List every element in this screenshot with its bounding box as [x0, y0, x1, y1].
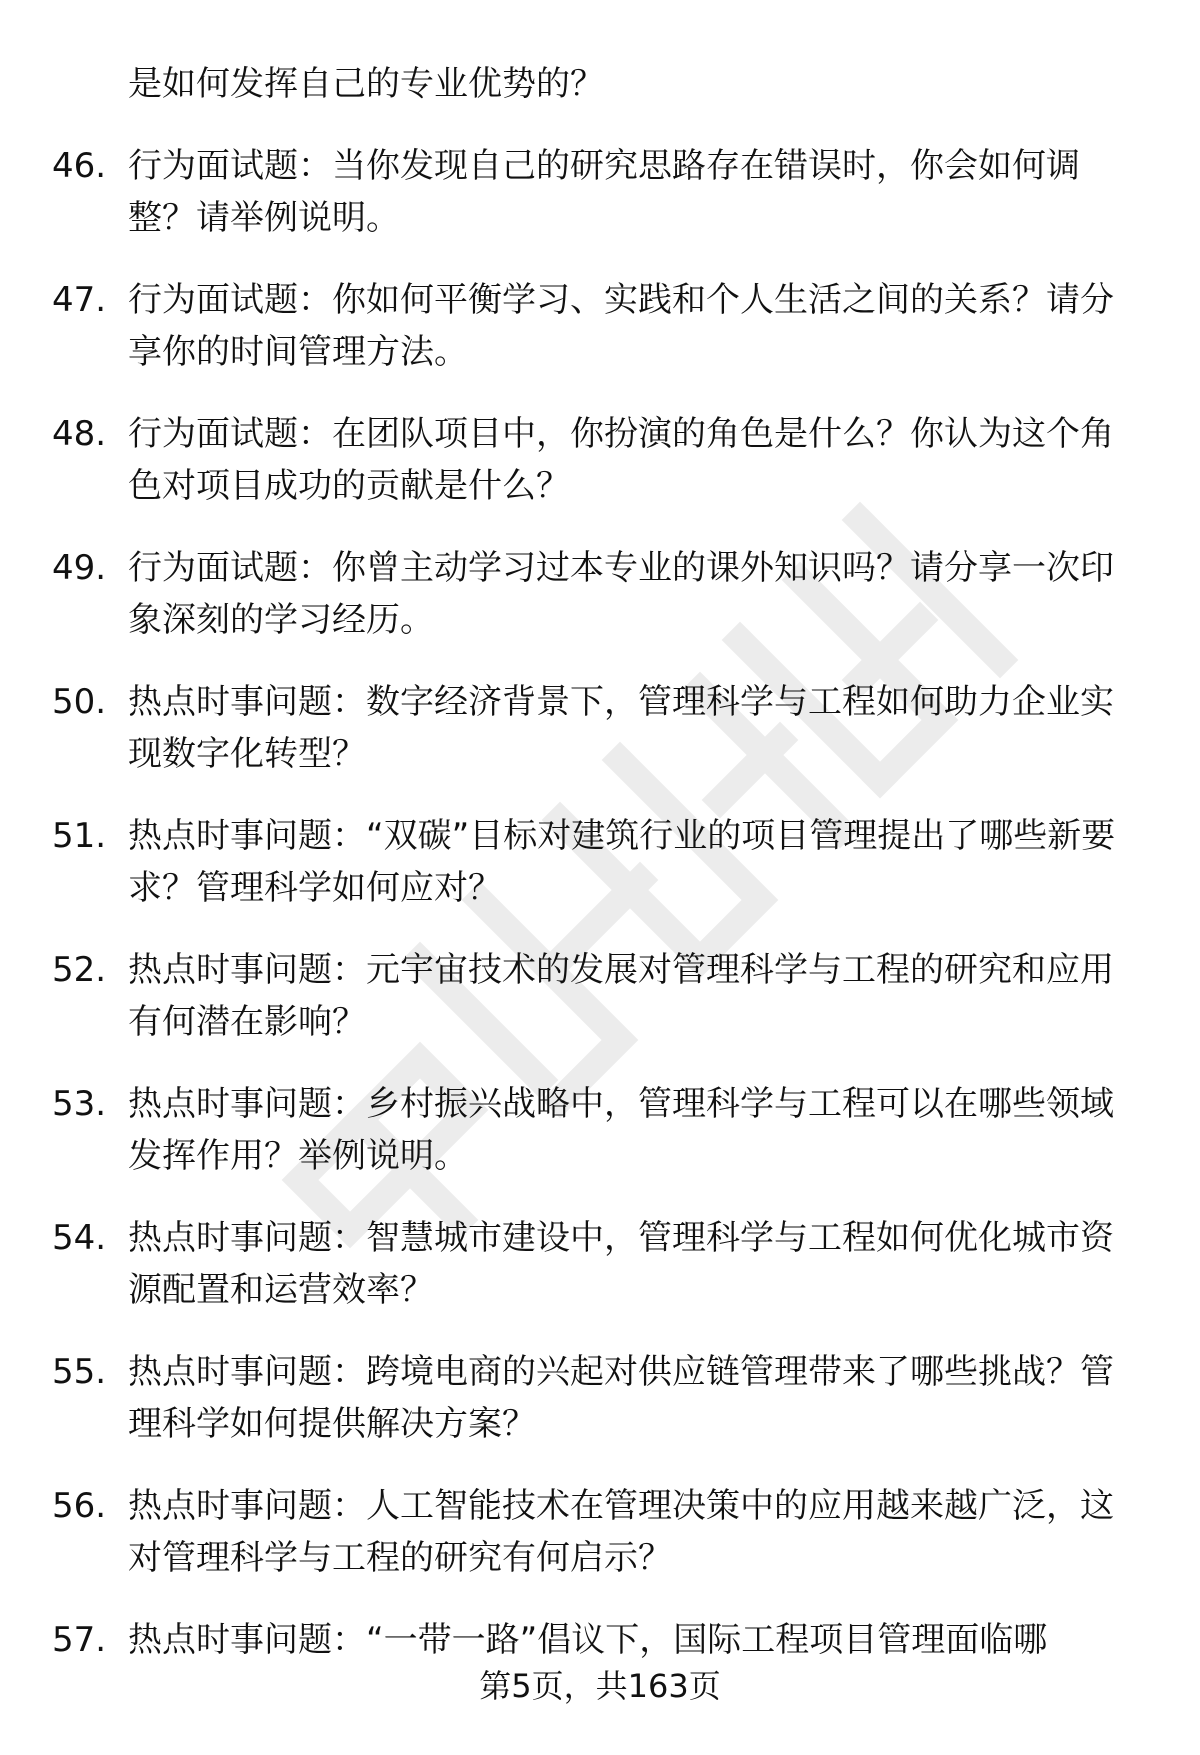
list-item: [0, 1614, 1200, 1666]
list-item: [0, 810, 1200, 914]
list-item: [0, 140, 1200, 244]
document-body: [0, 58, 1200, 1696]
question-number: 51.: [52, 816, 107, 856]
list-item: [0, 274, 1200, 378]
continued-question-text: 是如何发挥自己的专业优势的？: [128, 64, 604, 104]
question-number: 56.: [52, 1486, 107, 1526]
question-number: 46.: [52, 146, 107, 186]
question-text: 热点时事问题：“双碳”目标对建筑行业的项目管理提出了哪些新要求？管理科学如何应对？: [128, 816, 1116, 908]
question-text: 行为面试题：你曾主动学习过本专业的课外知识吗？请分享一次印象深刻的学习经历。: [128, 548, 1114, 640]
list-item: [0, 676, 1200, 780]
question-text: 热点时事问题：跨境电商的兴起对供应链管理带来了哪些挑战？管理科学如何提供解决方案？: [128, 1352, 1114, 1444]
question-text: 热点时事问题：智慧城市建设中，管理科学与工程如何优化城市资源配置和运营效率？: [128, 1218, 1114, 1310]
question-number: 53.: [52, 1084, 107, 1124]
question-text: 热点时事问题：元宇宙技术的发展对管理科学与工程的研究和应用有何潜在影响？: [128, 950, 1114, 1042]
question-number: 47.: [52, 280, 107, 320]
question-number: 54.: [52, 1218, 107, 1258]
question-text: 行为面试题：当你发现自己的研究思路存在错误时，你会如何调整？请举例说明。: [128, 146, 1080, 238]
page-number-footer: 第5页，共163页: [479, 1667, 721, 1705]
question-text: 热点时事问题：“一带一路”倡议下，国际工程项目管理面临哪: [128, 1620, 1048, 1660]
question-number: 49.: [52, 548, 107, 588]
question-text: 热点时事问题：乡村振兴战略中，管理科学与工程可以在哪些领域发挥作用？举例说明。: [128, 1084, 1114, 1176]
question-text: 热点时事问题：数字经济背景下，管理科学与工程如何助力企业实现数字化转型？: [128, 682, 1114, 774]
question-number: 52.: [52, 950, 107, 990]
question-number: 57.: [52, 1620, 107, 1660]
question-text: 行为面试题：在团队项目中，你扮演的角色是什么？你认为这个角色对项目成功的贡献是什么？: [128, 414, 1114, 506]
list-item: [0, 1212, 1200, 1316]
list-item: [0, 944, 1200, 1048]
question-list: [0, 140, 1200, 1666]
question-number: 48.: [52, 414, 107, 454]
question-number: 55.: [52, 1352, 107, 1392]
list-item: [0, 1078, 1200, 1182]
list-item: [0, 542, 1200, 646]
list-item: [0, 1346, 1200, 1450]
question-text: 热点时事问题：人工智能技术在管理决策中的应用越来越广泛，这对管理科学与工程的研究有何启示？: [128, 1486, 1114, 1578]
question-text: 行为面试题：你如何平衡学习、实践和个人生活之间的关系？请分享你的时间管理方法。: [128, 280, 1114, 372]
list-item: [0, 408, 1200, 512]
list-item: [0, 1480, 1200, 1584]
question-number: 50.: [52, 682, 107, 722]
